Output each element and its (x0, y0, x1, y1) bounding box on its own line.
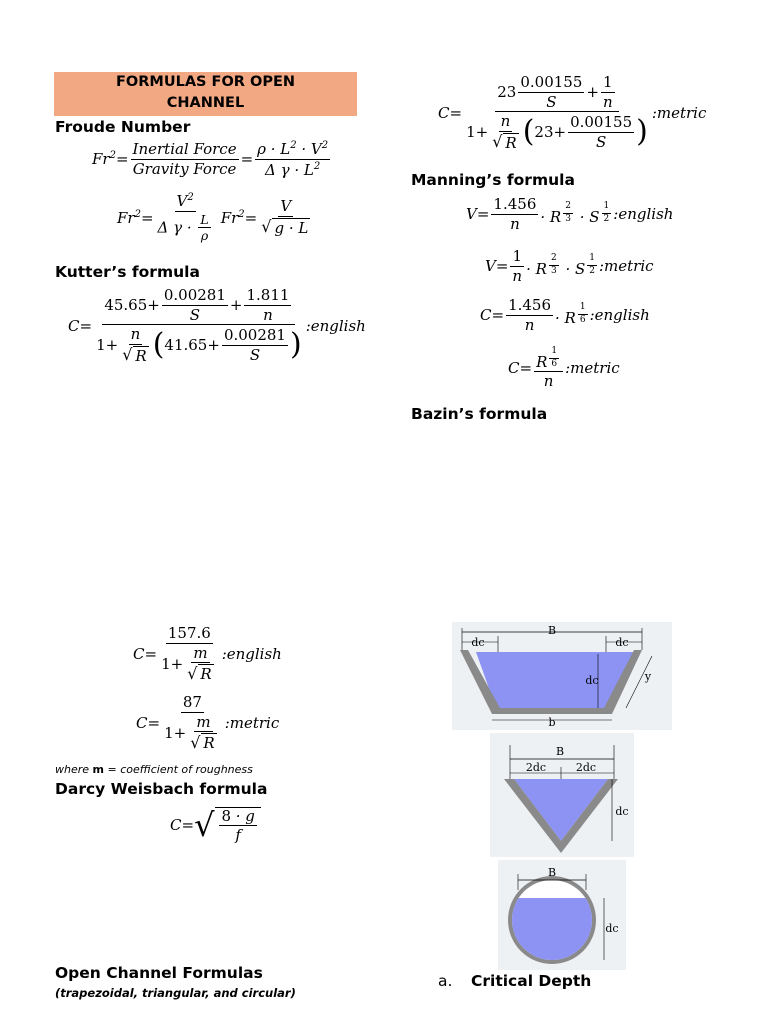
manning-velocity-metric: V = $\frac{1}{n}$ · R $^{\frac{2}{3}}$ · S $^{\frac{1}{2}}$ :metric (485, 247, 654, 285)
circ-label-top: B (547, 866, 557, 879)
open-channel-subtitle: (trapezoidal, triangular, and circular) (55, 986, 296, 1000)
tri-label-depth: dc (615, 805, 629, 818)
heading-kutter-formula: Kutter’s formula (55, 263, 200, 281)
bazin-english-formula: C = 157.6 1+ m √ R :english (133, 624, 282, 683)
heading-bazins-formula: Bazin’s formula (411, 405, 548, 423)
trapezoidal-channel-figure (452, 622, 672, 730)
manning-c-metric: C = R $^{\frac{1}{6}}$ n :metric (508, 346, 620, 391)
bazin-metric-formula: C = 87 1+ m √ R :metric (136, 693, 280, 752)
trap-label-dc-left: dc (471, 636, 485, 649)
tri-label-top: B (555, 745, 565, 758)
froude-formula-2: Fr$^2$ = $V^2$ Δ γ · $\frac{L}{\rho}$ Fr$^2$ = V √ g · L (117, 192, 309, 244)
froude-formula-1: Fr$^2$ = Inertial Force Gravity Force = $\frac{\rho \cdot L^2 \cdot V^2}{\Delta \gamma \cdot L^2}$ (92, 140, 329, 179)
roughness-note: where m = coefficient of roughness (55, 763, 253, 776)
trap-label-bottom: b (548, 716, 556, 729)
circular-channel-figure (498, 860, 626, 970)
page-title: FORMULAS FOR OPEN CHANNEL (54, 72, 357, 116)
heading-darcy-weisbach-formula: Darcy Weisbach formula (55, 780, 268, 798)
circ-label-depth: dc (605, 922, 619, 935)
heading-open-channel-formulas: Open Channel Formulas (55, 964, 263, 982)
heading-mannings-formula: Manning’s formula (411, 171, 575, 189)
triangular-channel-figure (490, 733, 634, 857)
manning-c-english: C = $\frac{1.456}{n}$ · R $^{\frac{1}{6}}$ :english (480, 296, 650, 334)
trap-label-top: B (547, 624, 557, 637)
kutter-metric-formula: C = 23 0.00155 S + $\frac{1}{n}$ 1+ n √ R ( 23 + $\frac{0.00155}{S}$ ) :metric (438, 73, 707, 152)
list-marker-a: a. (438, 972, 453, 990)
tri-label-half-left: 2dc (525, 761, 547, 774)
tri-label-half-right: 2dc (575, 761, 597, 774)
darcy-formula: C = √ $\frac{8 \cdot g}{f}$ (170, 806, 261, 844)
trap-label-depth: dc (585, 674, 599, 687)
manning-velocity-english: V = $\frac{1.456}{n}$ · R $^{\frac{2}{3}}$ · S $^{\frac{1}{2}}$ :english (466, 195, 674, 233)
trap-label-dc-right: dc (615, 636, 629, 649)
trap-label-slope: y (644, 670, 652, 683)
heading-critical-depth: Critical Depth (471, 972, 592, 990)
heading-froude-number: Froude Number (55, 118, 191, 136)
kutter-english-formula: C = 45.65 + $\frac{0.00281}{S}$ + $\frac{1.811}{n}$ 1+ n √ R ( 41.65 + $\frac{0.00281}{S}$ ) :english (68, 286, 366, 365)
